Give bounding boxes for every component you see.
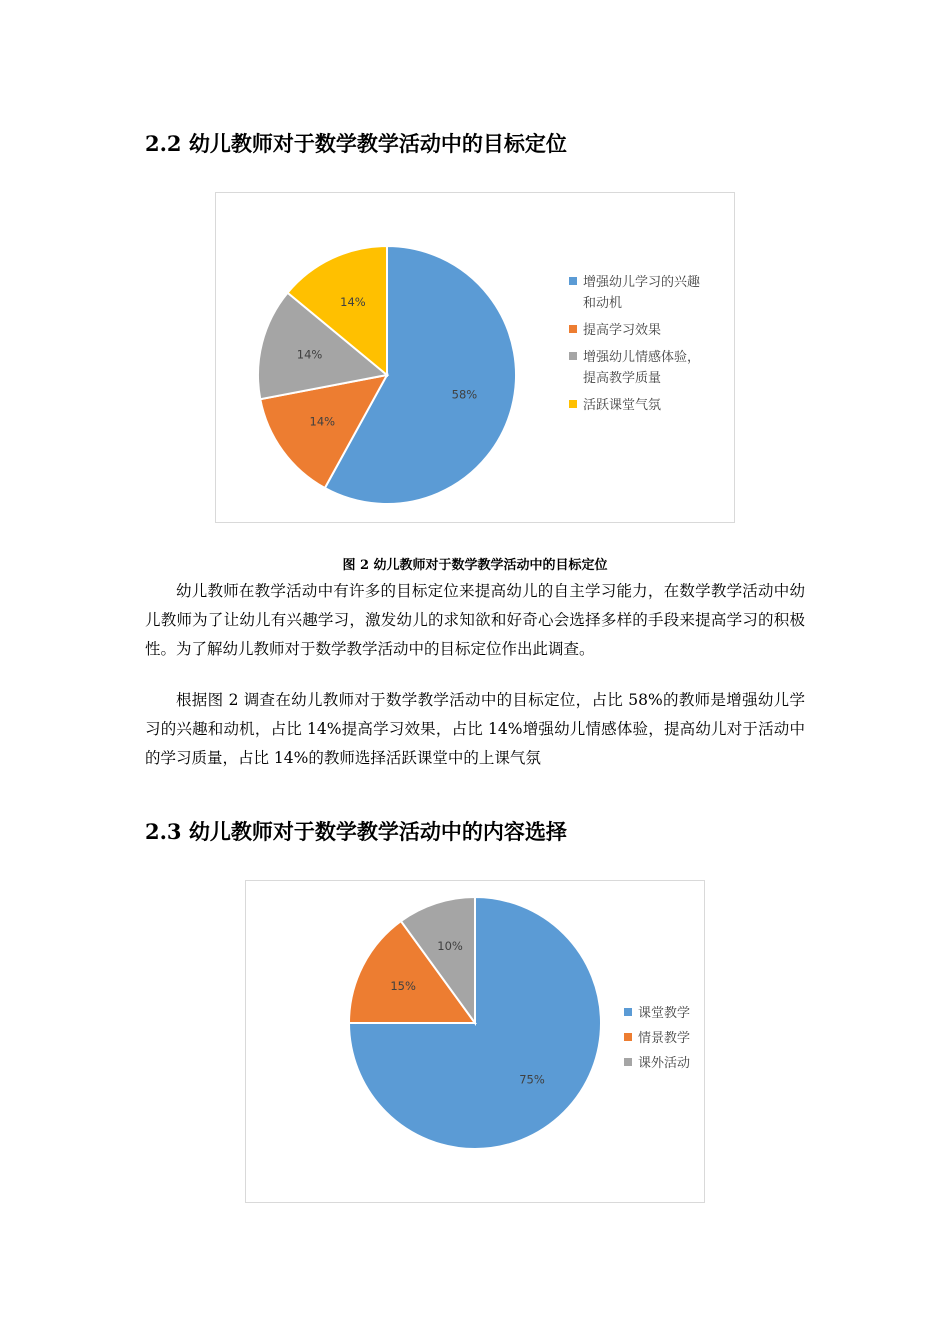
pie2-data-label-1: 15% bbox=[390, 978, 416, 993]
pie2-legend-swatch-2 bbox=[624, 1058, 632, 1066]
pie1-legend-swatch-3 bbox=[569, 400, 577, 408]
pie2-legend-text-0-0: 课堂教学 bbox=[638, 1006, 691, 1021]
paragraph-2: 根据图 2 调查在幼儿教师对于数学教学活动中的目标定位，占比 58%的教师是增强幼儿学习的兴趣和动机，占比 14%提高学习效果，占比 14%增强幼儿情感体验，提高幼儿对于活动中的学习质量，占比 14%的教师选择活跃课堂中的上课气氛 bbox=[145, 691, 805, 767]
pie1-legend-text-0-0: 增强幼儿学习的兴趣 bbox=[583, 275, 701, 290]
pie1-legend-text-2-1: 提高教学质量 bbox=[583, 371, 662, 386]
pie1-legend-text-1-0: 提高学习效果 bbox=[583, 323, 662, 338]
pie-chart-goal-positioning bbox=[215, 192, 735, 523]
section-heading-2-2: 2.2 幼儿教师对于数学教学活动中的目标定位 bbox=[145, 131, 567, 156]
pie1-legend-swatch-0 bbox=[569, 277, 577, 285]
pie2-legend-item-0 bbox=[624, 1005, 690, 1021]
pie2-legend-text-2-0: 课外活动 bbox=[638, 1056, 691, 1071]
pie-chart-2-svg bbox=[246, 881, 706, 1204]
pie2-data-label-2: 10% bbox=[437, 938, 463, 953]
pie1-legend-item-3 bbox=[569, 397, 661, 413]
pie1-legend-text-0-1: 和动机 bbox=[583, 296, 623, 311]
pie1-legend-item-1 bbox=[569, 322, 661, 338]
pie2-data-label-0: 75% bbox=[519, 1072, 545, 1087]
pie2-legend-swatch-1 bbox=[624, 1033, 632, 1041]
pie1-data-label-1: 14% bbox=[309, 414, 336, 429]
pie2-legend-swatch-0 bbox=[624, 1008, 632, 1016]
pie2-legend-item-1 bbox=[624, 1030, 690, 1046]
pie1-data-label-0: 58% bbox=[451, 387, 478, 402]
pie1-data-label-3: 14% bbox=[340, 295, 366, 310]
pie1-legend-text-2-0: 增强幼儿情感体验， bbox=[583, 350, 701, 365]
pie1-legend-swatch-1 bbox=[569, 325, 577, 333]
pie2-legend-text-1-0: 情景教学 bbox=[638, 1031, 691, 1046]
figure-2-caption: 图 2 幼儿教师对于数学教学活动中的目标定位 bbox=[342, 558, 608, 573]
paragraph-1: 幼儿教师在教学活动中有许多的目标定位来提高幼儿的自主学习能力，在数学教学活动中幼儿教师为了让幼儿有兴趣学习，激发幼儿的求知欲和好奇心会选择多样的手段来提高学习的积极性。为了解幼儿教师对于数学教学活动中的目标定位作出此调查。 bbox=[145, 582, 805, 658]
pie2-legend-item-2 bbox=[624, 1055, 690, 1071]
section-heading-2-3: 2.3 幼儿教师对于数学教学活动中的内容选择 bbox=[145, 819, 567, 844]
pie1-legend-item-0 bbox=[569, 274, 700, 311]
pie1-legend-swatch-2 bbox=[569, 352, 577, 360]
pie-chart-content-selection bbox=[245, 880, 705, 1203]
pie1-data-label-2: 14% bbox=[296, 347, 323, 362]
pie1-legend-text-3-0: 活跃课堂气氛 bbox=[583, 398, 662, 413]
pie1-legend-item-2 bbox=[569, 349, 700, 386]
pie-chart-1-svg bbox=[216, 193, 736, 524]
